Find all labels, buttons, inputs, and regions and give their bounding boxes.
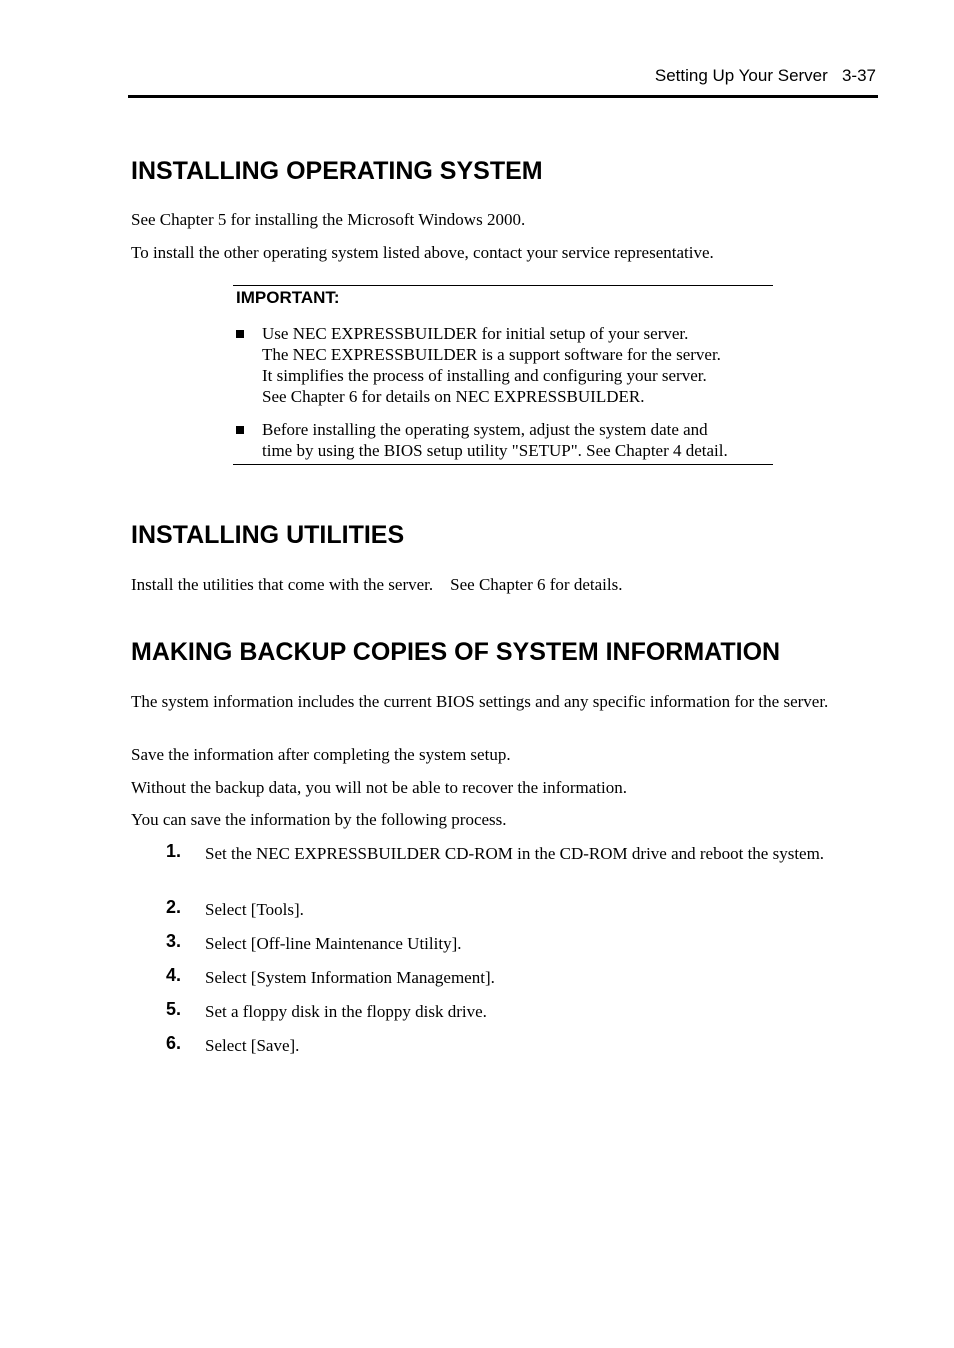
step-number: 4.: [166, 965, 182, 985]
bullet-line: See Chapter 6 for details on NEC EXPRESSBUILDER.: [262, 387, 645, 406]
paragraph: See Chapter 5 for installing the Microsoft Windows 2000.: [131, 210, 526, 229]
paragraph: Save the information after completing the system setup.: [131, 745, 511, 764]
step-number: 5.: [166, 999, 182, 1019]
square-bullet-icon: [236, 330, 244, 338]
step-text: Select [Off-line Maintenance Utility].: [205, 934, 462, 953]
section-title-backup-copies: MAKING BACKUP COPIES OF SYSTEM INFORMATION: [131, 638, 781, 666]
step-text: Select [System Information Management].: [205, 968, 495, 987]
bullet-line: Before installing the operating system, adjust the system date and: [262, 420, 708, 439]
step-number: 6.: [166, 1033, 182, 1053]
important-title: IMPORTANT:: [236, 288, 340, 307]
section-title-installing-os: INSTALLING OPERATING SYSTEM: [131, 157, 543, 185]
paragraph: Install the utilities that come with the server. See Chapter 6 for details.: [131, 575, 623, 594]
header-rule: [128, 95, 878, 98]
step-text: Select [Save].: [205, 1036, 300, 1055]
important-note: [233, 285, 773, 465]
step-text: Select [Tools].: [205, 900, 304, 919]
step-number: 2.: [166, 897, 182, 917]
section-title-installing-utilities: INSTALLING UTILITIES: [131, 521, 405, 549]
step-text: Set a floppy disk in the floppy disk drive.: [205, 1002, 487, 1021]
step-number: 3.: [166, 931, 182, 951]
square-bullet-icon: [236, 426, 244, 434]
running-header: Setting Up Your Server 3-37: [654, 66, 876, 85]
bullet-line: It simplifies the process of installing and configuring your server.: [262, 366, 707, 385]
paragraph: The system information includes the current BIOS settings and any specific information for the server.: [131, 692, 829, 711]
step-text: Set the NEC EXPRESSBUILDER CD-ROM in the CD-ROM drive and reboot the system.: [205, 844, 825, 863]
step-number: 1.: [166, 841, 182, 861]
paragraph: You can save the information by the following process.: [131, 810, 507, 829]
bullet-line: The NEC EXPRESSBUILDER is a support software for the server.: [262, 345, 721, 364]
bullet-line: time by using the BIOS setup utility "SETUP". See Chapter 4 detail.: [262, 441, 728, 460]
paragraph: Without the backup data, you will not be able to recover the information.: [131, 778, 627, 797]
bullet-line: Use NEC EXPRESSBUILDER for initial setup of your server.: [262, 324, 689, 343]
paragraph: To install the other operating system listed above, contact your service representative.: [131, 243, 714, 262]
